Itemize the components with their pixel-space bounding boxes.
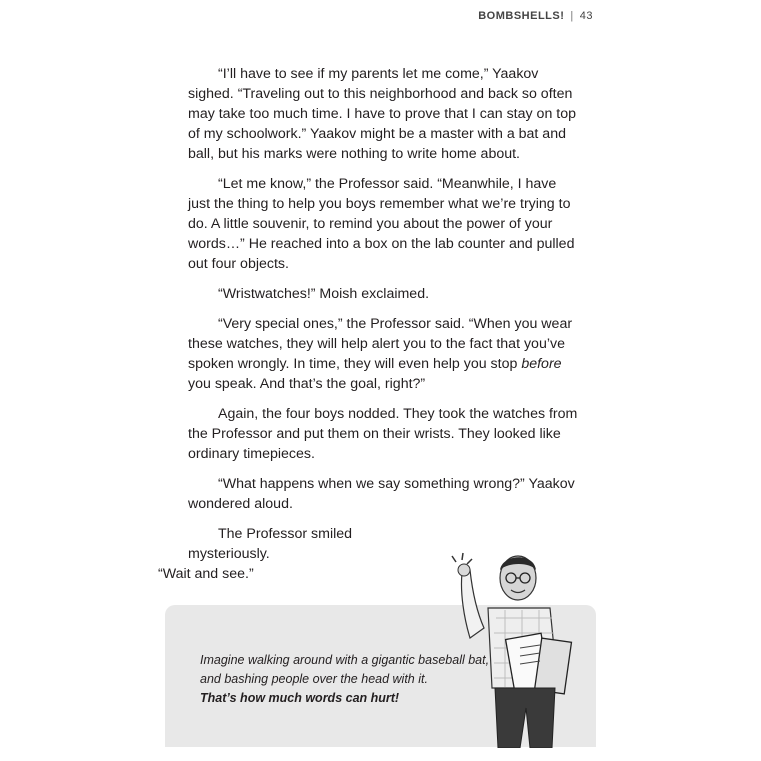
page-header: [478, 10, 593, 22]
paragraph: [188, 314, 580, 394]
page-number: 43: [579, 10, 593, 22]
paragraph: “Wristwatches!” Moish exclaimed.: [218, 286, 430, 302]
spark-icon: [452, 553, 472, 564]
paragraph: Again, the four boys nodded. They took the watches from the Professor and put them on their wrists. They looked like ordinary timepieces.: [188, 406, 578, 462]
paragraph: “Let me know,” the Professor said. “Meanwhile, I have just the thing to help you boys remember what we’re trying to do. A little souvenir, to remind you about the power of your words…” He reached into a box on the lab counter and pulled out four objects.: [188, 176, 575, 272]
paragraph-text: “Very special ones,” the Professor said. “When you wear these watches, they will help alert you to the fact that you’ve spoken wrongly. In time, they will even help you stop: [188, 316, 573, 372]
books-icon: [506, 633, 572, 694]
professor-illustration: [440, 548, 590, 748]
callout-body: Imagine walking around with a gigantic baseball bat, and bashing people over the head with it.: [200, 653, 490, 686]
body-text: [158, 64, 580, 594]
header-separator: |: [570, 10, 574, 22]
paragraph: “What happens when we say something wrong?” Yaakov wondered aloud.: [188, 476, 575, 512]
paragraph-line: The Professor smiled mysteriously.: [188, 526, 353, 562]
emphasis-text: before: [521, 356, 562, 372]
paragraph-text: you speak. And that’s the goal, right?”: [188, 376, 426, 392]
callout-emphasis: That’s how much words can hurt!: [200, 691, 400, 705]
paragraph: “I’ll have to see if my parents let me come,” Yaakov sighed. “Traveling out to this neighborhood and back so often may take too much time. I have to prove that I can stay on top of my schoolwork.” Yaakov might be a master with a bat and ball, but his marks were nothing to write home about.: [188, 66, 576, 162]
section-title: BOMBSHELLS!: [478, 10, 565, 22]
paragraph: [158, 524, 433, 584]
paragraph-line: “Wait and see.”: [158, 566, 254, 582]
